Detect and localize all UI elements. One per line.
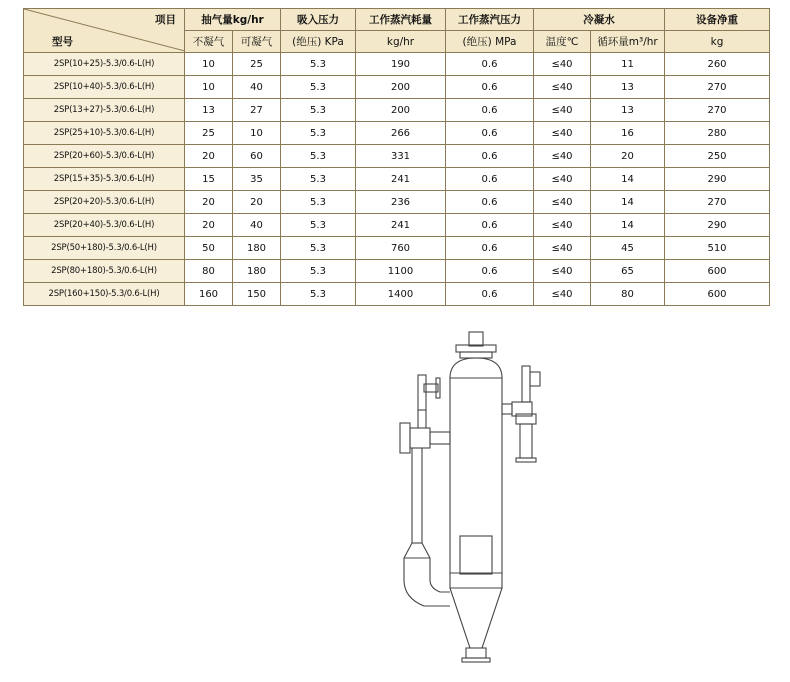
value-cell: 5.3 — [281, 53, 356, 76]
value-cell: ≤40 — [534, 283, 591, 306]
header-steam-pressure: 工作蒸汽压力 — [446, 9, 534, 31]
value-cell: ≤40 — [534, 76, 591, 99]
value-cell: 5.3 — [281, 168, 356, 191]
value-cell: 0.6 — [446, 145, 534, 168]
right-nozzle-top — [502, 404, 512, 414]
value-cell: 0.6 — [446, 260, 534, 283]
table-row — [24, 122, 770, 145]
value-cell: 510 — [665, 237, 770, 260]
value-cell: 35 — [233, 168, 281, 191]
model-cell: 2SP(50+180)-5.3/0.6-L(H) — [24, 237, 185, 260]
spec-table — [23, 8, 770, 306]
value-cell: 280 — [665, 122, 770, 145]
value-cell: 160 — [185, 283, 233, 306]
value-cell: 600 — [665, 260, 770, 283]
value-cell: ≤40 — [534, 99, 591, 122]
model-cell: 2SP(13+27)-5.3/0.6-L(H) — [24, 99, 185, 122]
left-flange-block — [410, 428, 430, 448]
value-cell: 10 — [233, 122, 281, 145]
table-row — [24, 76, 770, 99]
value-cell: 290 — [665, 214, 770, 237]
value-cell: 45 — [591, 237, 665, 260]
value-cell: 0.6 — [446, 122, 534, 145]
corner-bottom-label: 型号 — [52, 36, 73, 48]
corner-header — [24, 9, 185, 53]
value-cell: 270 — [665, 191, 770, 214]
header-suction: 抽气量kg/hr — [185, 9, 281, 31]
value-cell: 200 — [356, 99, 446, 122]
value-cell: 40 — [233, 214, 281, 237]
value-cell: 25 — [185, 122, 233, 145]
value-cell: 0.6 — [446, 237, 534, 260]
value-cell: 180 — [233, 260, 281, 283]
value-cell: 16 — [591, 122, 665, 145]
value-cell: 190 — [356, 53, 446, 76]
value-cell: 11 — [591, 53, 665, 76]
table-row — [24, 237, 770, 260]
value-cell: 5.3 — [281, 145, 356, 168]
value-cell: 5.3 — [281, 122, 356, 145]
model-cell: 2SP(80+180)-5.3/0.6-L(H) — [24, 260, 185, 283]
value-cell: 331 — [356, 145, 446, 168]
model-cell: 2SP(25+10)-5.3/0.6-L(H) — [24, 122, 185, 145]
value-cell: 760 — [356, 237, 446, 260]
value-cell: 20 — [185, 145, 233, 168]
header-pressure: 吸入压力 — [281, 9, 356, 31]
value-cell: 600 — [665, 283, 770, 306]
separator-drawing — [360, 318, 560, 678]
corner-top-label: 项目 — [155, 14, 176, 26]
value-cell: 14 — [591, 191, 665, 214]
table-body — [24, 53, 770, 306]
table-row — [24, 191, 770, 214]
subheader-weight-unit: kg — [665, 31, 770, 53]
model-cell: 2SP(10+25)-5.3/0.6-L(H) — [24, 53, 185, 76]
value-cell: ≤40 — [534, 191, 591, 214]
value-cell: 1100 — [356, 260, 446, 283]
subheader-temperature: 温度℃ — [534, 31, 591, 53]
vessel-cone — [450, 573, 502, 648]
model-cell: 2SP(20+40)-5.3/0.6-L(H) — [24, 214, 185, 237]
value-cell: 20 — [233, 191, 281, 214]
value-cell: 241 — [356, 168, 446, 191]
value-cell: 5.3 — [281, 260, 356, 283]
value-cell: 260 — [665, 53, 770, 76]
table-row — [24, 283, 770, 306]
table-row — [24, 214, 770, 237]
value-cell: ≤40 — [534, 145, 591, 168]
value-cell: 20 — [185, 214, 233, 237]
value-cell: 1400 — [356, 283, 446, 306]
header-cooling: 冷凝水 — [534, 9, 665, 31]
value-cell: 180 — [233, 237, 281, 260]
value-cell: 5.3 — [281, 191, 356, 214]
header-steam-use: 工作蒸汽耗量 — [356, 9, 446, 31]
drain-nozzle — [466, 648, 486, 658]
subheader-noncondensable: 不凝气 — [185, 31, 233, 53]
value-cell: 5.3 — [281, 76, 356, 99]
value-cell: 10 — [185, 53, 233, 76]
model-cell: 2SP(20+20)-5.3/0.6-L(H) — [24, 191, 185, 214]
inner-box — [460, 536, 492, 574]
subheader-steam-pressure-unit: (绝压) MPa — [446, 31, 534, 53]
value-cell: 0.6 — [446, 99, 534, 122]
value-cell: 150 — [233, 283, 281, 306]
left-down-pipe — [404, 448, 450, 606]
value-cell: 270 — [665, 99, 770, 122]
value-cell: 5.3 — [281, 283, 356, 306]
value-cell: 236 — [356, 191, 446, 214]
top-flange-lower — [460, 352, 492, 358]
value-cell: 20 — [591, 145, 665, 168]
table-row — [24, 145, 770, 168]
value-cell: 10 — [185, 76, 233, 99]
model-cell: 2SP(15+35)-5.3/0.6-L(H) — [24, 168, 185, 191]
value-cell: 0.6 — [446, 168, 534, 191]
value-cell: 80 — [591, 283, 665, 306]
model-cell: 2SP(160+150)-5.3/0.6-L(H) — [24, 283, 185, 306]
value-cell: 5.3 — [281, 99, 356, 122]
value-cell: 20 — [185, 191, 233, 214]
subheader-pressure-unit: (绝压) KPa — [281, 31, 356, 53]
value-cell: 14 — [591, 168, 665, 191]
value-cell: 40 — [233, 76, 281, 99]
value-cell: 14 — [591, 214, 665, 237]
value-cell: 0.6 — [446, 191, 534, 214]
value-cell: 266 — [356, 122, 446, 145]
value-cell: 13 — [591, 76, 665, 99]
value-cell: ≤40 — [534, 237, 591, 260]
value-cell: 0.6 — [446, 53, 534, 76]
table-row — [24, 99, 770, 122]
top-nozzle — [469, 332, 483, 346]
value-cell: 0.6 — [446, 283, 534, 306]
value-cell: 200 — [356, 76, 446, 99]
subheader-steam-use-unit: kg/hr — [356, 31, 446, 53]
value-cell: ≤40 — [534, 260, 591, 283]
value-cell: 65 — [591, 260, 665, 283]
value-cell: 270 — [665, 76, 770, 99]
table-row — [24, 168, 770, 191]
value-cell: 241 — [356, 214, 446, 237]
value-cell: 13 — [591, 99, 665, 122]
table-row — [24, 260, 770, 283]
value-cell: 0.6 — [446, 76, 534, 99]
value-cell: 27 — [233, 99, 281, 122]
value-cell: 50 — [185, 237, 233, 260]
value-cell: 290 — [665, 168, 770, 191]
value-cell: ≤40 — [534, 53, 591, 76]
value-cell: ≤40 — [534, 168, 591, 191]
value-cell: 13 — [185, 99, 233, 122]
value-cell: 80 — [185, 260, 233, 283]
model-cell: 2SP(10+40)-5.3/0.6-L(H) — [24, 76, 185, 99]
value-cell: 5.3 — [281, 237, 356, 260]
vessel-body — [450, 358, 502, 573]
model-cell: 2SP(20+60)-5.3/0.6-L(H) — [24, 145, 185, 168]
subheader-flow: 循环量m³/hr — [591, 31, 665, 53]
value-cell: 250 — [665, 145, 770, 168]
table-row — [24, 53, 770, 76]
value-cell: 15 — [185, 168, 233, 191]
subheader-condensable: 可凝气 — [233, 31, 281, 53]
value-cell: 5.3 — [281, 214, 356, 237]
value-cell: ≤40 — [534, 214, 591, 237]
value-cell: 0.6 — [446, 214, 534, 237]
value-cell: 25 — [233, 53, 281, 76]
value-cell: 60 — [233, 145, 281, 168]
value-cell: ≤40 — [534, 122, 591, 145]
header-weight: 设备净重 — [665, 9, 770, 31]
